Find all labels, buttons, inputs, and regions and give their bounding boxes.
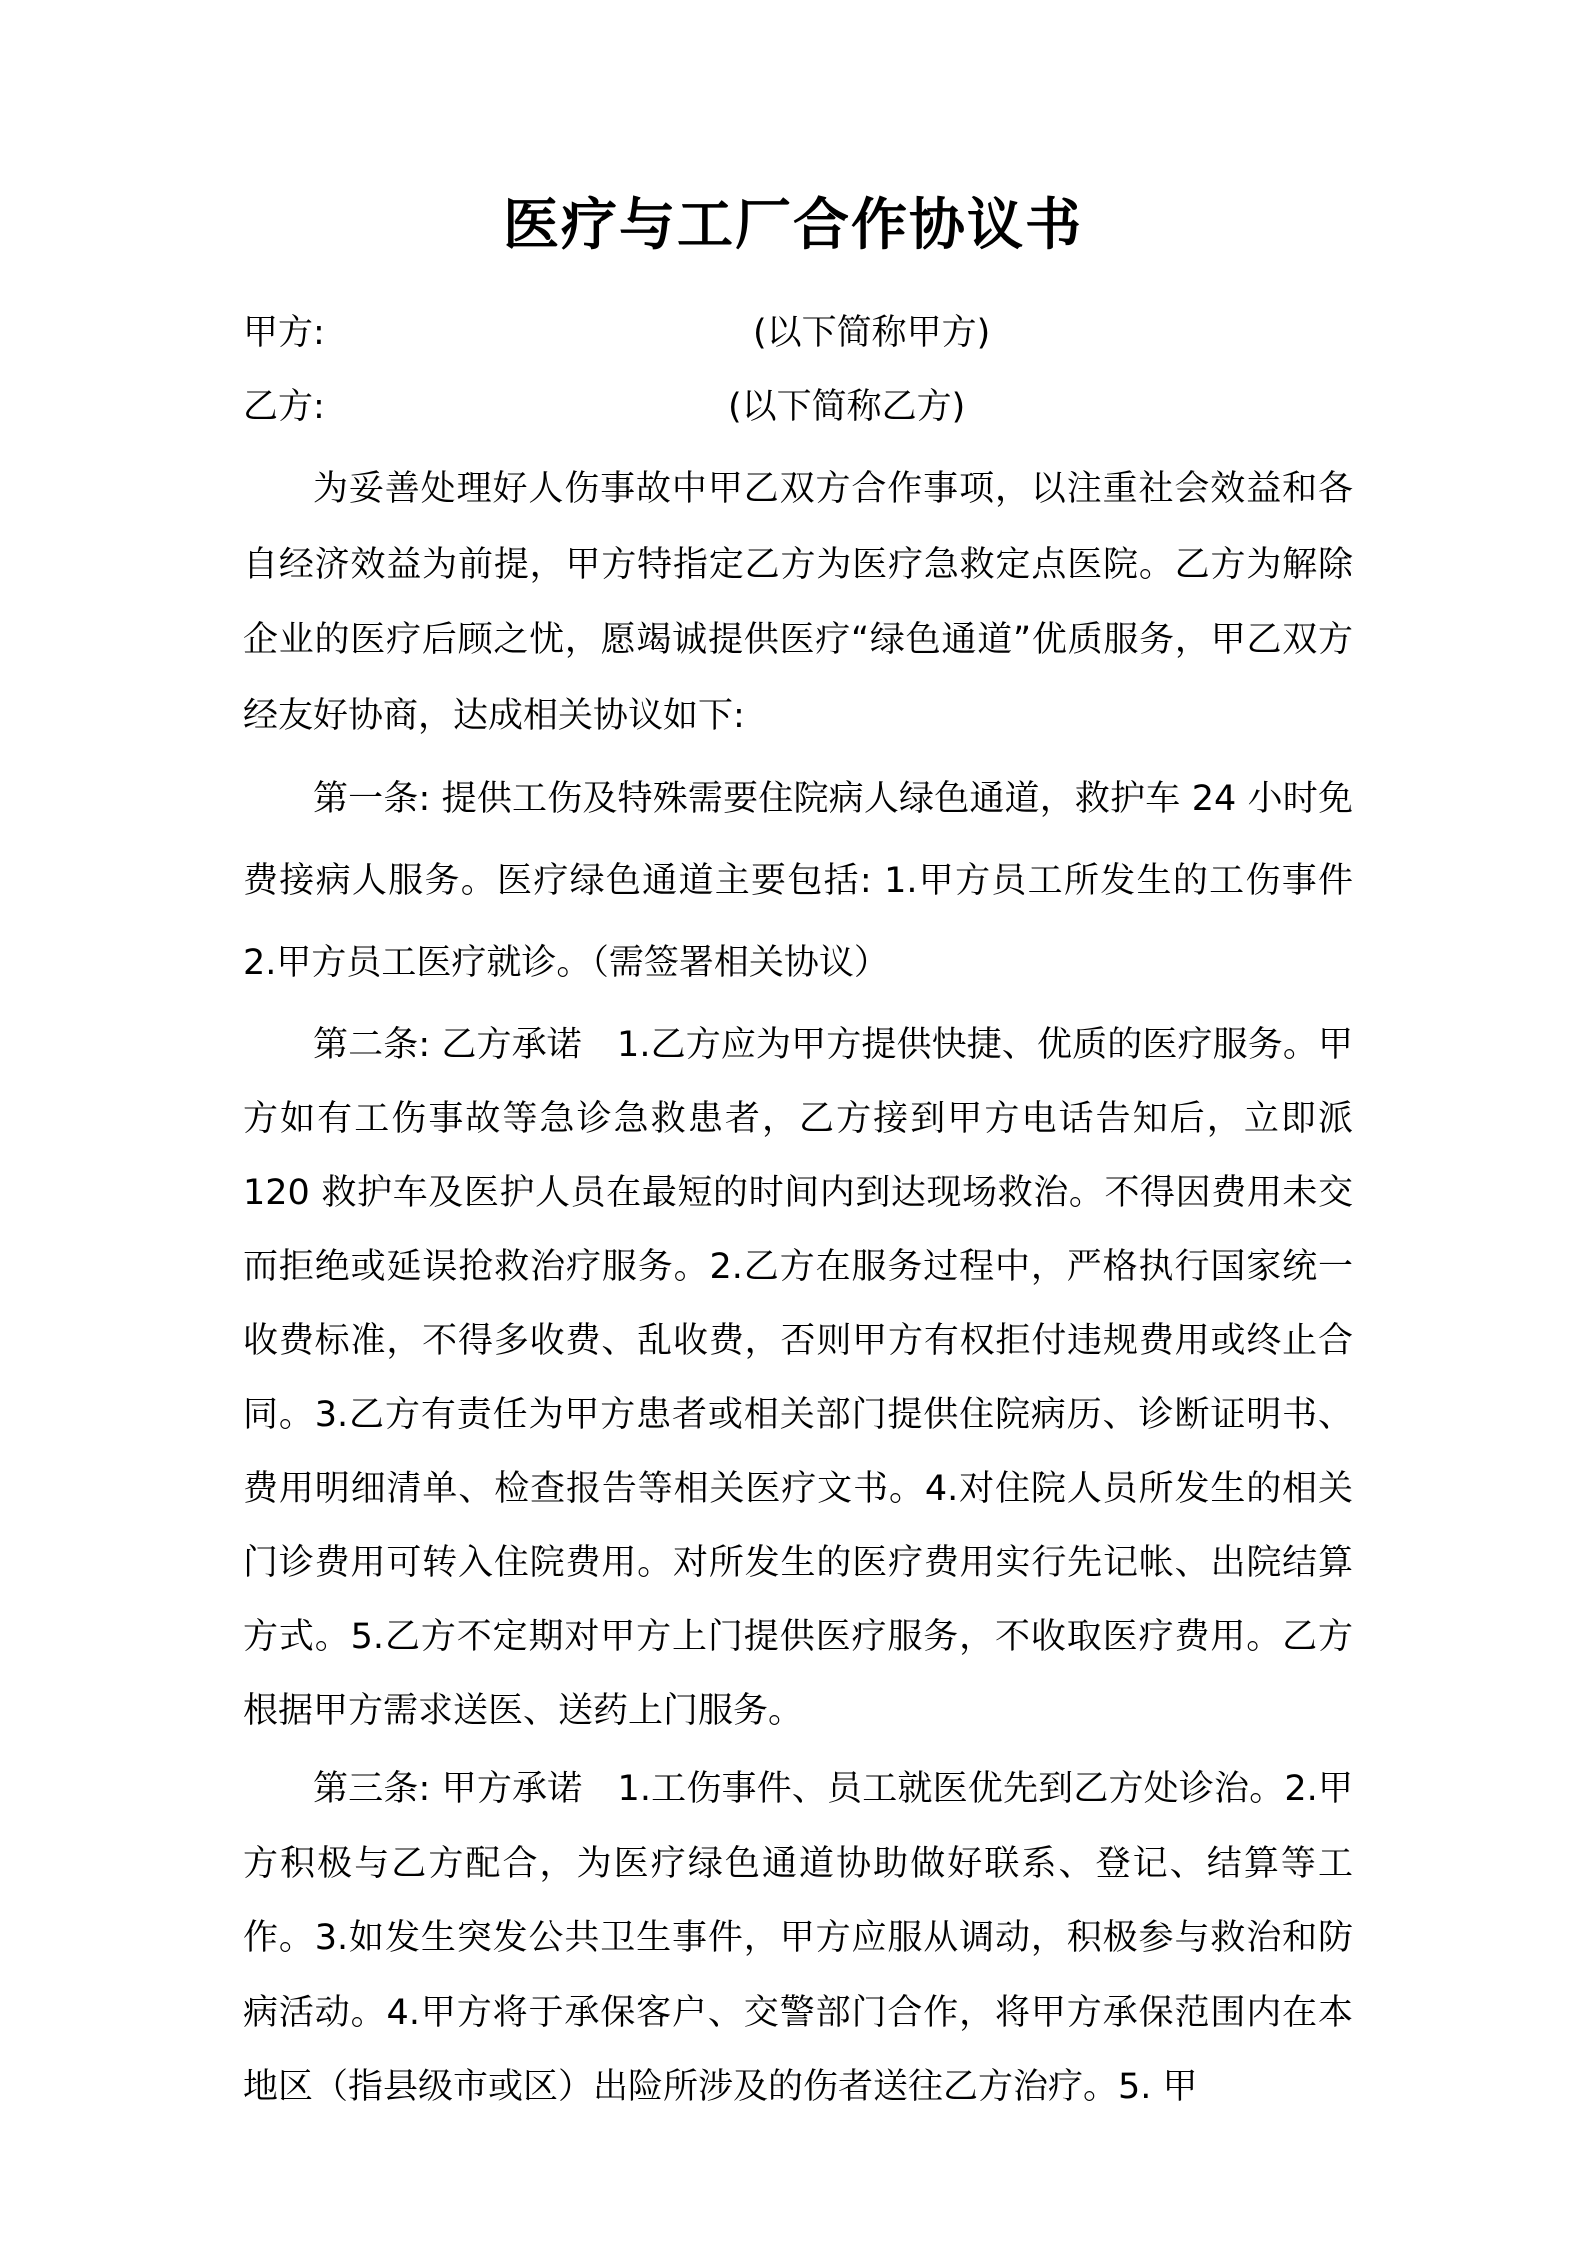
party-b-note: (以下简称乙方) (728, 387, 966, 427)
party-a-note: (以下简称甲方) (753, 313, 991, 353)
article-1-paragraph: 第一条: 提供工伤及特殊需要住院病人绿色通道，救护车 24 小时免费接病人服务。医疗绿色通道主要包括: 1.甲方员工所发生的工伤事件 2.甲方员工医疗就诊。（需签署相关协议） (243, 779, 1353, 983)
article-2-paragraph: 第二条: 乙方承诺 1.乙方应为甲方提供快捷、优质的医疗服务。甲方如有工伤事故等急诊急救患者，乙方接到甲方电话告知后，立即派 120 救护车及医护人员在最短的时间内到达现场救治。不得因费用未交而拒绝或延误抢救治疗服务。2.乙方在服务过程中，严格执行国家统一收费标准，不得多收费、乱收费，否则甲方有权拒付违规费用或终止合同。3.乙方有责任为甲方患者或相关部门提供住院病历、诊断证明书、费用明细清单、检查报告等相关医疗文书。4.对住院人员所发生的相关门诊费用可转入住院费用。对所发生的医疗费用实行先记帐、出院结算方式。5.乙方不定期对甲方上门提供医疗服务，不收取医疗费用。乙方根据甲方需求送医、送药上门服务。 (243, 1025, 1353, 1731)
document-body (243, 452, 1353, 2125)
article-3-paragraph: 第三条: 甲方承诺 1.工伤事件、员工就医优先到乙方处诊治。2.甲方积极与乙方配合，为医疗绿色通道协助做好联系、登记、结算等工作。3.如发生突发公共卫生事件，甲方应服从调动，积极参与救治和防病活动。4.甲方将于承保客户、交警部门合作，将甲方承保范围内在本地区（指县级市或区）出险所涉及的伤者送往乙方治疗。5. 甲 (243, 1769, 1353, 2107)
party-b-line (243, 382, 1353, 432)
document-title: 医疗与工厂合作协议书 (503, 193, 1083, 258)
party-a-label: 甲方: (243, 313, 325, 353)
intro-paragraph: 为妥善处理好人伤事故中甲乙双方合作事项，以注重社会效益和各自经济效益为前提，甲方特指定乙方为医疗急救定点医院。乙方为解除企业的医疗后顾之忧，愿竭诚提供医疗“绿色通道”优质服务，甲乙双方经友好协商，达成相关协议如下: (243, 469, 1353, 736)
party-a-line (243, 308, 1353, 358)
party-b-label: 乙方: (243, 387, 325, 427)
